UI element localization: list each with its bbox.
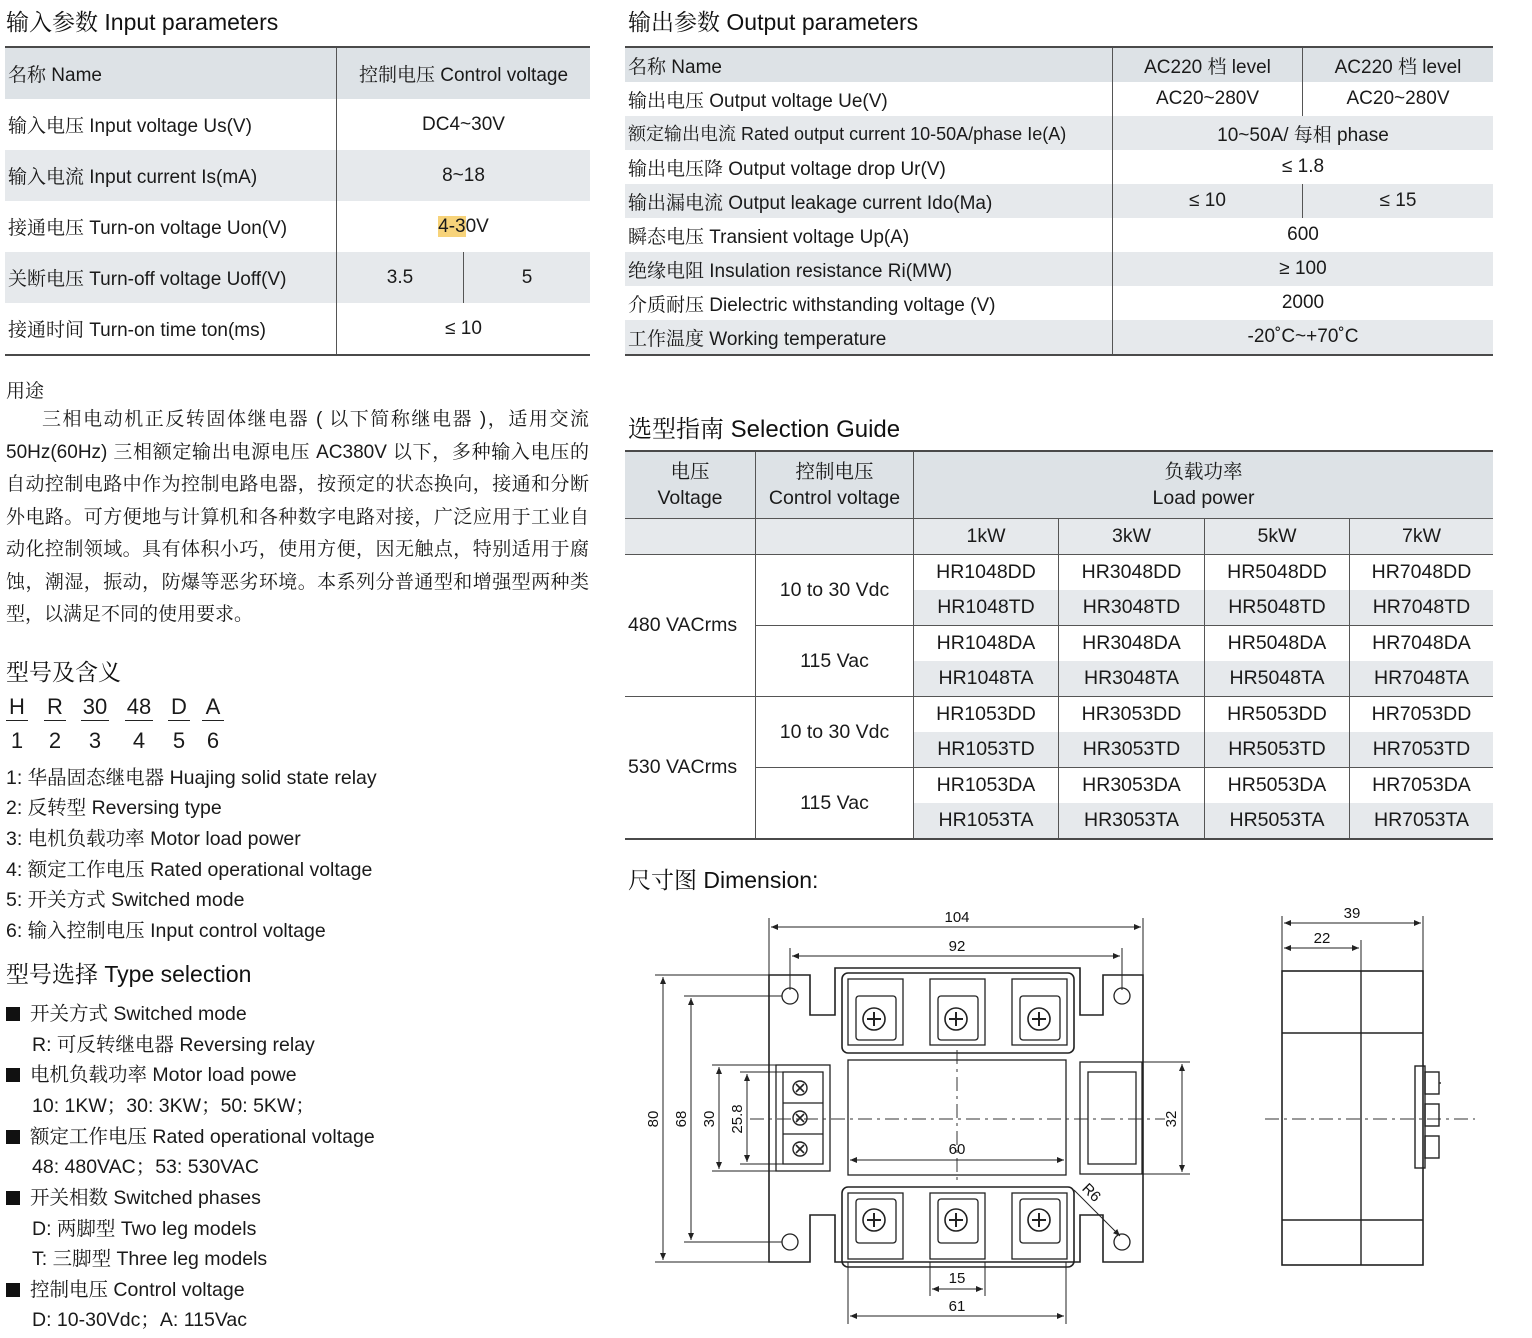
row-value: -20˚C~+70˚C xyxy=(1113,320,1494,355)
row-col1: ≤ 10 xyxy=(1113,184,1303,218)
dimension-labels xyxy=(645,905,1360,1315)
terminal-screw-icon xyxy=(1028,1008,1050,1030)
model-cell: HR7048TD xyxy=(1350,590,1494,626)
table-row xyxy=(625,451,1493,519)
table-row xyxy=(625,184,1493,218)
table-row xyxy=(625,82,1493,116)
table-row xyxy=(625,150,1493,184)
row-value: 8~18 xyxy=(337,150,591,201)
table-row xyxy=(625,555,1493,591)
model-cell: HR3048TA xyxy=(1059,661,1205,697)
header-name: 名称 Name xyxy=(8,65,102,86)
model-cell: HR3048DA xyxy=(1059,626,1205,662)
code-part: D xyxy=(168,694,190,721)
usage-text: 三相电动机正反转固体继电器 ( 以下简称继电器 )，适用交流 50Hz(60Hz) 三相额定输出电源电压 AC380V 以下，多种输入电压的自动控制电路中作为控制电路电器，按预定的状态换向，接通和分断外电路。可方便地与计算机和各种数字电路对接，广泛应用于工业自动化控制领域。具有体积小巧，使用方便，因无触点，特别适用于腐蚀，潮湿，振动，防爆等恶劣环境。本系列分普通型和增强型两种类型，以满足不同的使用要求。 xyxy=(6,409,589,625)
terminal-screw-icon xyxy=(1028,1209,1050,1231)
model-cell: HR5048DD xyxy=(1205,555,1350,591)
input-params-table xyxy=(5,46,590,356)
table-row xyxy=(625,116,1493,150)
table-row xyxy=(625,626,1493,662)
row-name: 输出电压 Output voltage Ue(V) xyxy=(628,90,888,112)
voltage-cell: 480 VACrms xyxy=(625,555,756,697)
meaning-item: 3: 电机负载功率 Motor load power xyxy=(6,828,301,850)
row-name: 输入电流 Input current Is(mA) xyxy=(8,167,258,188)
code-part: R xyxy=(44,694,66,721)
row-name: 输出漏电流 Output leakage current Ido(Ma) xyxy=(628,192,993,214)
row-name: 接通电压 Turn-on voltage Uon(V) xyxy=(8,218,288,239)
meaning-item: 2: 反转型 Reversing type xyxy=(6,797,222,819)
model-cell: HR1048TD xyxy=(914,590,1059,626)
index-part: 1 xyxy=(10,728,24,753)
control-screw-icon xyxy=(793,1142,807,1156)
row-name: 绝缘电阻 Insulation resistance Ri(MW) xyxy=(628,260,953,282)
bullet-square-icon xyxy=(6,1283,20,1297)
row-value xyxy=(337,201,591,252)
output-params-table xyxy=(625,46,1493,356)
header-text: Control voltage xyxy=(768,487,901,509)
type-line: T: 三脚型 Three leg models xyxy=(32,1248,268,1270)
table-row xyxy=(625,768,1493,804)
row-name: 工作温度 Working temperature xyxy=(628,328,887,350)
type-line-text: 电机负载功率 Motor load powe xyxy=(30,1064,297,1086)
code-part: 48 xyxy=(126,694,152,719)
type-line: D: 两脚型 Two leg models xyxy=(32,1218,257,1240)
bullet-square-icon xyxy=(6,1068,20,1082)
dim-label: 30 xyxy=(701,1110,718,1128)
model-cell: HR7053TD xyxy=(1350,732,1494,768)
model-cell: HR1053DD xyxy=(914,697,1059,733)
model-cell: HR5048TA xyxy=(1205,661,1350,697)
row-value: ≥ 100 xyxy=(1113,252,1494,286)
type-line: 48: 480VAC；53: 530VAC xyxy=(32,1156,259,1178)
dim-label: 61 xyxy=(948,1298,966,1315)
control-screw-icon xyxy=(793,1081,807,1095)
table-row xyxy=(625,218,1493,252)
row-col1: AC20~280V xyxy=(1113,82,1303,116)
model-cell: HR3048DD xyxy=(1059,555,1205,591)
type-line: R: 可反转继电器 Reversing relay xyxy=(32,1034,315,1056)
row-value: 10~50A/ 每相 phase xyxy=(1113,116,1494,150)
header-text: 电压 xyxy=(670,461,710,483)
model-cell: HR7053DD xyxy=(1350,697,1494,733)
header-value: 控制电压 Control voltage xyxy=(337,47,591,99)
dim-label: 32 xyxy=(1163,1110,1180,1128)
power-header: 1kW xyxy=(914,519,1059,555)
bullet-square-icon xyxy=(6,1130,20,1144)
table-row xyxy=(625,47,1493,82)
table-row xyxy=(625,286,1493,320)
selection-title: 选型指南 Selection Guide xyxy=(628,416,901,443)
dim-label: 25.8 xyxy=(729,1104,746,1134)
code-part: H xyxy=(6,694,28,721)
meaning-item: 6: 输入控制电压 Input control voltage xyxy=(6,920,326,942)
row-value: 2000 xyxy=(1113,286,1494,320)
row-value: ≤ 1.8 xyxy=(1113,150,1494,184)
power-header: 3kW xyxy=(1059,519,1205,555)
input-title: 输入参数 Input parameters xyxy=(6,9,279,35)
row-value: ≤ 10 xyxy=(337,303,591,355)
model-cell: HR5048TD xyxy=(1205,590,1350,626)
index-part: 5 xyxy=(172,728,186,753)
meaning-item: 5: 开关方式 Switched mode xyxy=(6,889,245,911)
center-lines xyxy=(750,1050,1475,1185)
model-cell: HR3053TA xyxy=(1059,803,1205,839)
row-value-b: 5 xyxy=(464,252,591,303)
value-rest: 0V xyxy=(465,215,489,237)
model-cell: HR3053DD xyxy=(1059,697,1205,733)
row-value: 600 xyxy=(1113,218,1494,252)
model-cell: HR7048TA xyxy=(1350,661,1494,697)
row-value-a: 3.5 xyxy=(337,252,464,303)
header-text: 控制电压 xyxy=(795,461,874,483)
row-name: 额定输出电流 Rated output current 10-50A/phase Ie(A) xyxy=(628,124,1067,144)
highlight: 4-3 xyxy=(438,215,466,237)
type-line xyxy=(6,998,247,1026)
bullet-square-icon xyxy=(6,1007,20,1021)
index-part: 4 xyxy=(132,728,146,753)
row-name: 介质耐压 Dielectric withstanding voltage (V) xyxy=(628,294,996,316)
dim-label: 92 xyxy=(948,938,966,955)
control-cell: 115 Vac xyxy=(756,626,914,697)
table-row xyxy=(5,47,590,99)
selection-guide-table xyxy=(625,450,1493,840)
row-col2: ≤ 15 xyxy=(1303,184,1494,218)
side-view xyxy=(1282,916,1441,1265)
row-name: 关断电压 Turn-off voltage Uoff(V) xyxy=(8,269,287,290)
model-cell: HR1048DD xyxy=(914,555,1059,591)
header-text: 负载功率 xyxy=(1164,461,1243,483)
type-line-text: 额定工作电压 Rated operational voltage xyxy=(30,1126,375,1148)
header-load xyxy=(914,451,1494,519)
index-part: 3 xyxy=(88,728,102,753)
row-name: 输出电压降 Output voltage drop Ur(V) xyxy=(628,158,946,180)
table-row xyxy=(625,320,1493,355)
model-cell: HR5048DA xyxy=(1205,626,1350,662)
model-cell: HR1053TA xyxy=(914,803,1059,839)
table-row xyxy=(5,99,590,150)
output-title: 输出参数 Output parameters xyxy=(628,9,919,35)
model-title: 型号及含义 xyxy=(6,659,121,685)
terminal-screw-icon xyxy=(945,1209,967,1231)
meaning-item: 4: 额定工作电压 Rated operational voltage xyxy=(6,859,373,881)
model-index xyxy=(6,728,224,754)
type-line: 10: 1KW；30: 3KW；50: 5KW； xyxy=(32,1095,315,1117)
row-name: 瞬态电压 Transient voltage Up(A) xyxy=(628,226,910,248)
type-line-text: 控制电压 Control voltage xyxy=(30,1279,245,1301)
dim-label: 15 xyxy=(948,1270,966,1287)
type-selection-title: 型号选择 Type selection xyxy=(6,961,252,987)
model-cell: HR7053TA xyxy=(1350,803,1494,839)
dim-label: 68 xyxy=(673,1110,690,1128)
header-text: Voltage xyxy=(657,487,723,509)
meaning-item: 1: 华晶固态继电器 Huajing solid state relay xyxy=(6,767,377,789)
type-line-text: 开关方式 Switched mode xyxy=(30,1003,247,1025)
dim-label: 104 xyxy=(944,909,970,926)
header-control xyxy=(756,451,914,519)
control-screw-icon xyxy=(793,1111,807,1125)
table-row xyxy=(5,201,590,252)
model-cell: HR1053TD xyxy=(914,732,1059,768)
model-cell: HR7048DA xyxy=(1350,626,1494,662)
index-part: 2 xyxy=(48,728,62,753)
table-row xyxy=(5,303,590,355)
type-line xyxy=(6,1182,261,1210)
model-cell: HR1053DA xyxy=(914,768,1059,804)
type-line xyxy=(6,1059,297,1087)
dim-label: 60 xyxy=(948,1141,966,1158)
type-line xyxy=(6,1121,375,1149)
dim-label: 39 xyxy=(1343,905,1361,922)
power-header: 5kW xyxy=(1205,519,1350,555)
dimension-drawing xyxy=(640,900,1500,1330)
header-col1: AC220 档 level xyxy=(1113,47,1303,82)
control-cell: 10 to 30 Vdc xyxy=(756,555,914,626)
type-line xyxy=(6,1274,245,1302)
model-cell: HR5053DD xyxy=(1205,697,1350,733)
terminal-screw-icon xyxy=(945,1008,967,1030)
dim-label: R6 xyxy=(1078,1180,1104,1206)
table-row xyxy=(625,697,1493,733)
header-name: 名称 Name xyxy=(628,56,722,78)
model-cell: HR5053DA xyxy=(1205,768,1350,804)
row-col2: AC20~280V xyxy=(1303,82,1494,116)
usage-title: 用途 xyxy=(6,381,45,402)
voltage-cell: 530 VACrms xyxy=(625,697,756,840)
dim-label: 22 xyxy=(1313,930,1331,947)
model-cell: HR7053DA xyxy=(1350,768,1494,804)
bullet-square-icon xyxy=(6,1191,20,1205)
code-part: 30 xyxy=(82,694,108,719)
header-voltage xyxy=(625,451,756,519)
table-row xyxy=(5,150,590,201)
terminal-screw-icon xyxy=(863,1209,885,1231)
power-header: 7kW xyxy=(1350,519,1494,555)
model-cell: HR3053TD xyxy=(1059,732,1205,768)
header-text: Load power xyxy=(1152,487,1255,509)
table-row xyxy=(625,252,1493,286)
type-line: D: 10-30Vdc；A: 115Vac xyxy=(32,1309,247,1331)
control-cell: 10 to 30 Vdc xyxy=(756,697,914,768)
dim-label: 80 xyxy=(645,1110,662,1128)
model-cell: HR5053TA xyxy=(1205,803,1350,839)
row-value: DC4~30V xyxy=(337,99,591,150)
header-col2: AC220 档 level xyxy=(1303,47,1494,82)
model-code xyxy=(6,694,224,721)
terminal-screw-icon xyxy=(863,1008,885,1030)
model-cell: HR3048TD xyxy=(1059,590,1205,626)
type-line-text: 开关相数 Switched phases xyxy=(30,1187,261,1209)
index-part: 6 xyxy=(206,728,220,753)
model-cell: HR5053TD xyxy=(1205,732,1350,768)
model-cell: HR3053DA xyxy=(1059,768,1205,804)
row-name: 接通时间 Turn-on time ton(ms) xyxy=(8,320,266,341)
code-part: A xyxy=(202,694,224,721)
dimension-title: 尺寸图 Dimension: xyxy=(628,867,819,893)
control-cell: 115 Vac xyxy=(756,768,914,840)
model-cell: HR1048DA xyxy=(914,626,1059,662)
model-cell: HR1048TA xyxy=(914,661,1059,697)
table-row xyxy=(5,252,590,303)
table-row xyxy=(625,519,1493,555)
row-name: 输入电压 Input voltage Us(V) xyxy=(8,116,252,137)
model-cell: HR7048DD xyxy=(1350,555,1494,591)
